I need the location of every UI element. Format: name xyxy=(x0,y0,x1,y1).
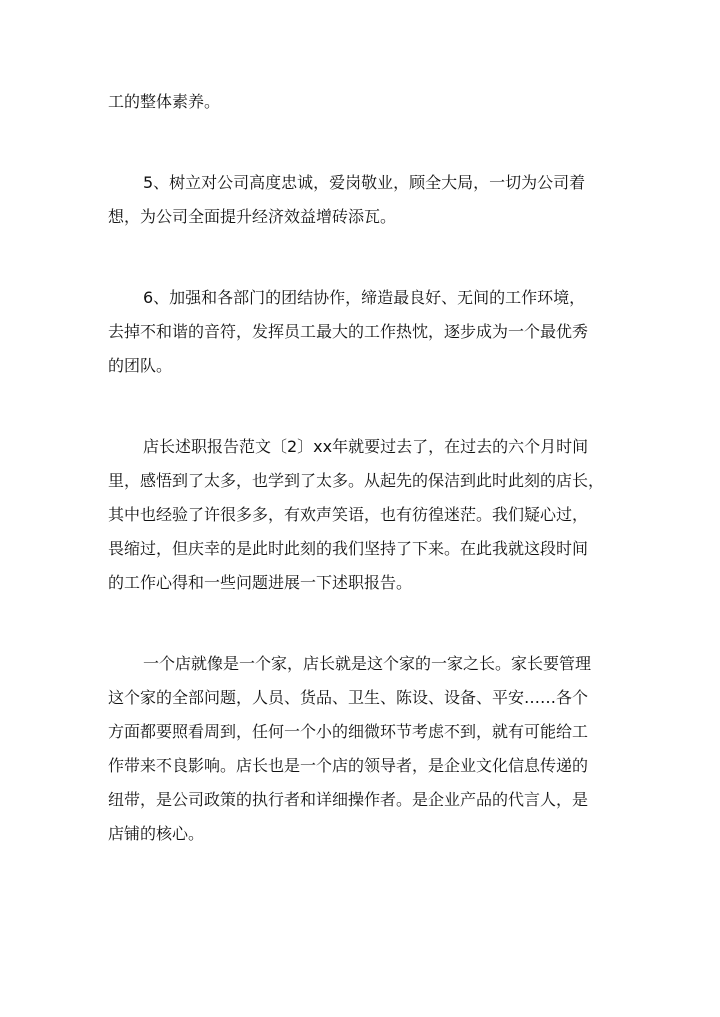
paragraph-line: 店长述职报告范文〔2〕xx年就要过去了，在过去的六个月时间 xyxy=(143,437,589,456)
paragraph-line: 5、树立对公司高度忠诚，爱岗敬业，顾全大局，一切为公司着 xyxy=(143,173,586,192)
paragraph-line: 作带来不良影响。店长也是一个店的领导者，是企业文化信息传递的 xyxy=(108,756,589,775)
paragraph-line: 的团队。 xyxy=(108,356,173,375)
paragraph-line: 去掉不和谐的音符，发挥员工最大的工作热忱，逐步成为一个最优秀 xyxy=(108,322,589,341)
paragraph-line: 的工作心得和一些问题进展一下述职报告。 xyxy=(108,573,413,592)
paragraph-line: 畏缩过，但庆幸的是此时此刻的我们坚持了下来。在此我就这段时间 xyxy=(108,539,589,558)
paragraph-line: 一个店就像是一个家，店长就是这个家的一家之长。家长要管理 xyxy=(143,654,592,673)
paragraph-line: 里，感悟到了太多，也学到了太多。从起先的保洁到此时此刻的店长， xyxy=(108,471,605,490)
paragraph-line: 想，为公司全面提升经济效益增砖添瓦。 xyxy=(108,207,397,226)
paragraph-line: 其中也经验了许很多多，有欢声笑语，也有彷徨迷茫。我们疑心过， xyxy=(108,505,589,524)
paragraph-line: 方面都要照看周到，任何一个小的细微环节考虑不到，就有可能给工 xyxy=(108,722,589,741)
paragraph-line: 6、加强和各部门的团结协作，缔造最良好、无间的工作环境， xyxy=(143,288,586,307)
paragraph-line: 店铺的核心。 xyxy=(108,824,205,843)
paragraph-line: 纽带，是公司政策的执行者和详细操作者。是企业产品的代言人，是 xyxy=(108,790,589,809)
paragraph-line: 工的整体素养。 xyxy=(108,92,221,111)
paragraph-line: 这个家的全部问题，人员、货品、卫生、陈设、设备、平安……各个 xyxy=(108,688,589,707)
